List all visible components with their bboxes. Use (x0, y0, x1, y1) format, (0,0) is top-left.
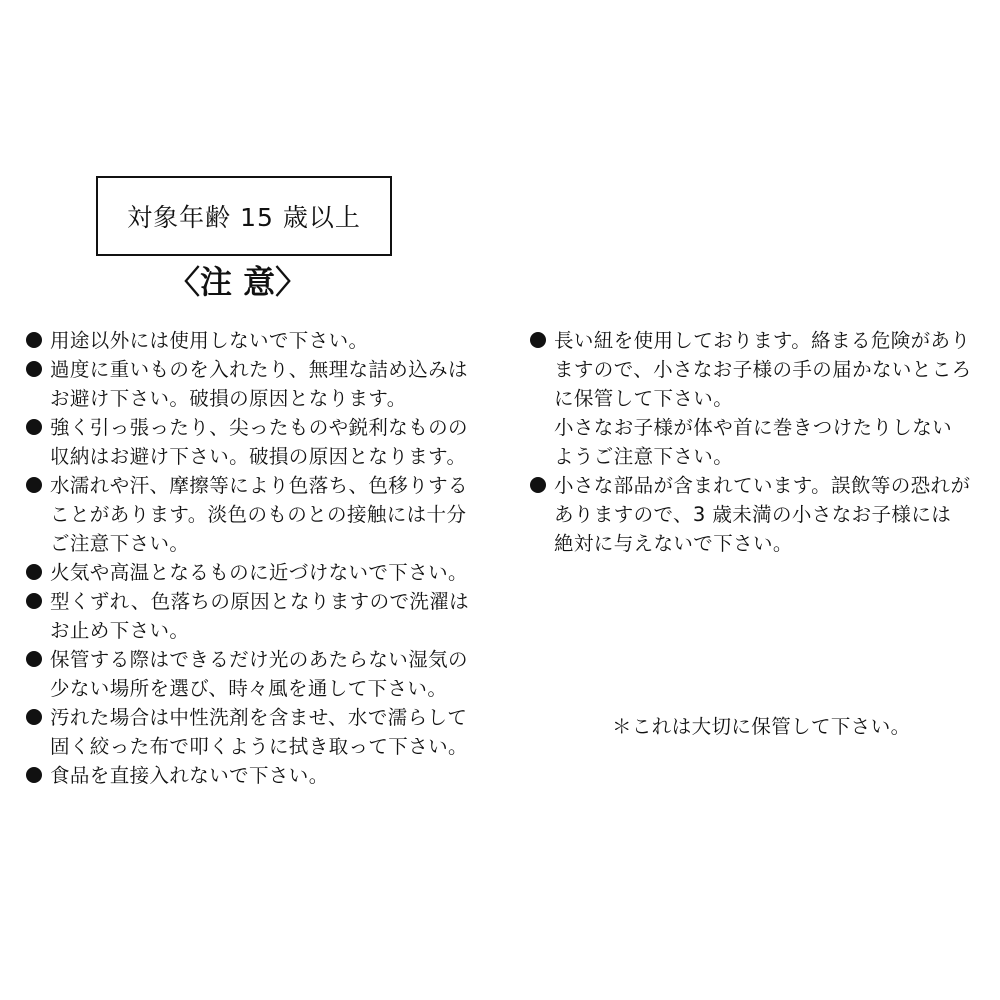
bullet-icon (26, 593, 42, 609)
caution-item (26, 703, 496, 761)
caution-item-line: 型くずれ、色落ちの原因となりますので洗濯は (50, 590, 470, 613)
notice-heading: 〈注 意〉 (168, 263, 308, 301)
caution-item-line: に保管して下さい。 (554, 387, 734, 410)
caution-item (26, 645, 496, 703)
bullet-icon (530, 332, 546, 348)
caution-item-line: 収納はお避け下さい。破損の原因となります。 (50, 445, 467, 468)
caution-item-line: ことがあります。淡色のものとの接触には十分 (50, 503, 467, 526)
caution-item-line: ご注意下さい。 (50, 532, 190, 555)
caution-item-line: 汚れた場合は中性洗剤を含ませ、水で濡らして (50, 706, 468, 729)
caution-item-line: 絶対に与えないで下さい。 (554, 532, 793, 555)
caution-item-line: 小さな部品が含まれています。誤飲等の恐れが (554, 474, 971, 497)
caution-item (26, 326, 496, 355)
caution-item (530, 471, 1000, 558)
bullet-icon (26, 767, 42, 783)
caution-item-line: お避け下さい。破損の原因となります。 (50, 387, 407, 410)
caution-item-line: 保管する際はできるだけ光のあたらない湿気の (50, 648, 468, 671)
caution-item-line: 食品を直接入れないで下さい。 (50, 764, 329, 787)
bullet-icon (26, 361, 42, 377)
caution-item (26, 558, 496, 587)
bullet-icon (26, 564, 42, 580)
caution-item (530, 326, 1000, 471)
bullet-icon (26, 477, 42, 493)
caution-item-line: ありますので、3 歳未満の小さなお子様には (554, 503, 952, 526)
bullet-icon (530, 477, 546, 493)
caution-item (26, 413, 496, 471)
caution-item-line: 用途以外には使用しないで下さい。 (50, 329, 369, 352)
caution-list-left (26, 326, 496, 790)
caution-list-right (530, 326, 1000, 558)
caution-item-line: 過度に重いものを入れたり、無理な詰め込みは (50, 358, 468, 381)
keep-safe-note: ＊これは大切に保管して下さい。 (612, 715, 911, 738)
bullet-icon (26, 332, 42, 348)
caution-item-line: 小さなお子様が体や首に巻きつけたりしない (554, 416, 953, 439)
caution-item-line: 強く引っ張ったり、尖ったものや鋭利なものの (50, 416, 468, 439)
bullet-icon (26, 651, 42, 667)
caution-item-line: ようご注意下さい。 (554, 445, 734, 468)
caution-item-line: 水濡れや汗、摩擦等により色落ち、色移りする (50, 474, 468, 497)
caution-item (26, 355, 496, 413)
caution-item-line: 火気や高温となるものに近づけないで下さい。 (50, 561, 468, 584)
caution-item-line: 長い紐を使用しております。絡まる危険があり (554, 329, 971, 352)
caution-item-line: 少ない場所を選び、時々風を通して下さい。 (50, 677, 448, 700)
caution-item (26, 587, 496, 645)
bullet-icon (26, 709, 42, 725)
target-age-text: 対象年齢 15 歳以上 (127, 203, 361, 232)
caution-item (26, 471, 496, 558)
caution-item-line: ますので、小さなお子様の手の届かないところ (554, 358, 972, 381)
target-age-box (96, 176, 392, 256)
caution-item (26, 761, 496, 790)
caution-item-line: お止め下さい。 (50, 619, 190, 642)
bullet-icon (26, 419, 42, 435)
caution-item-line: 固く絞った布で叩くように拭き取って下さい。 (50, 735, 468, 758)
